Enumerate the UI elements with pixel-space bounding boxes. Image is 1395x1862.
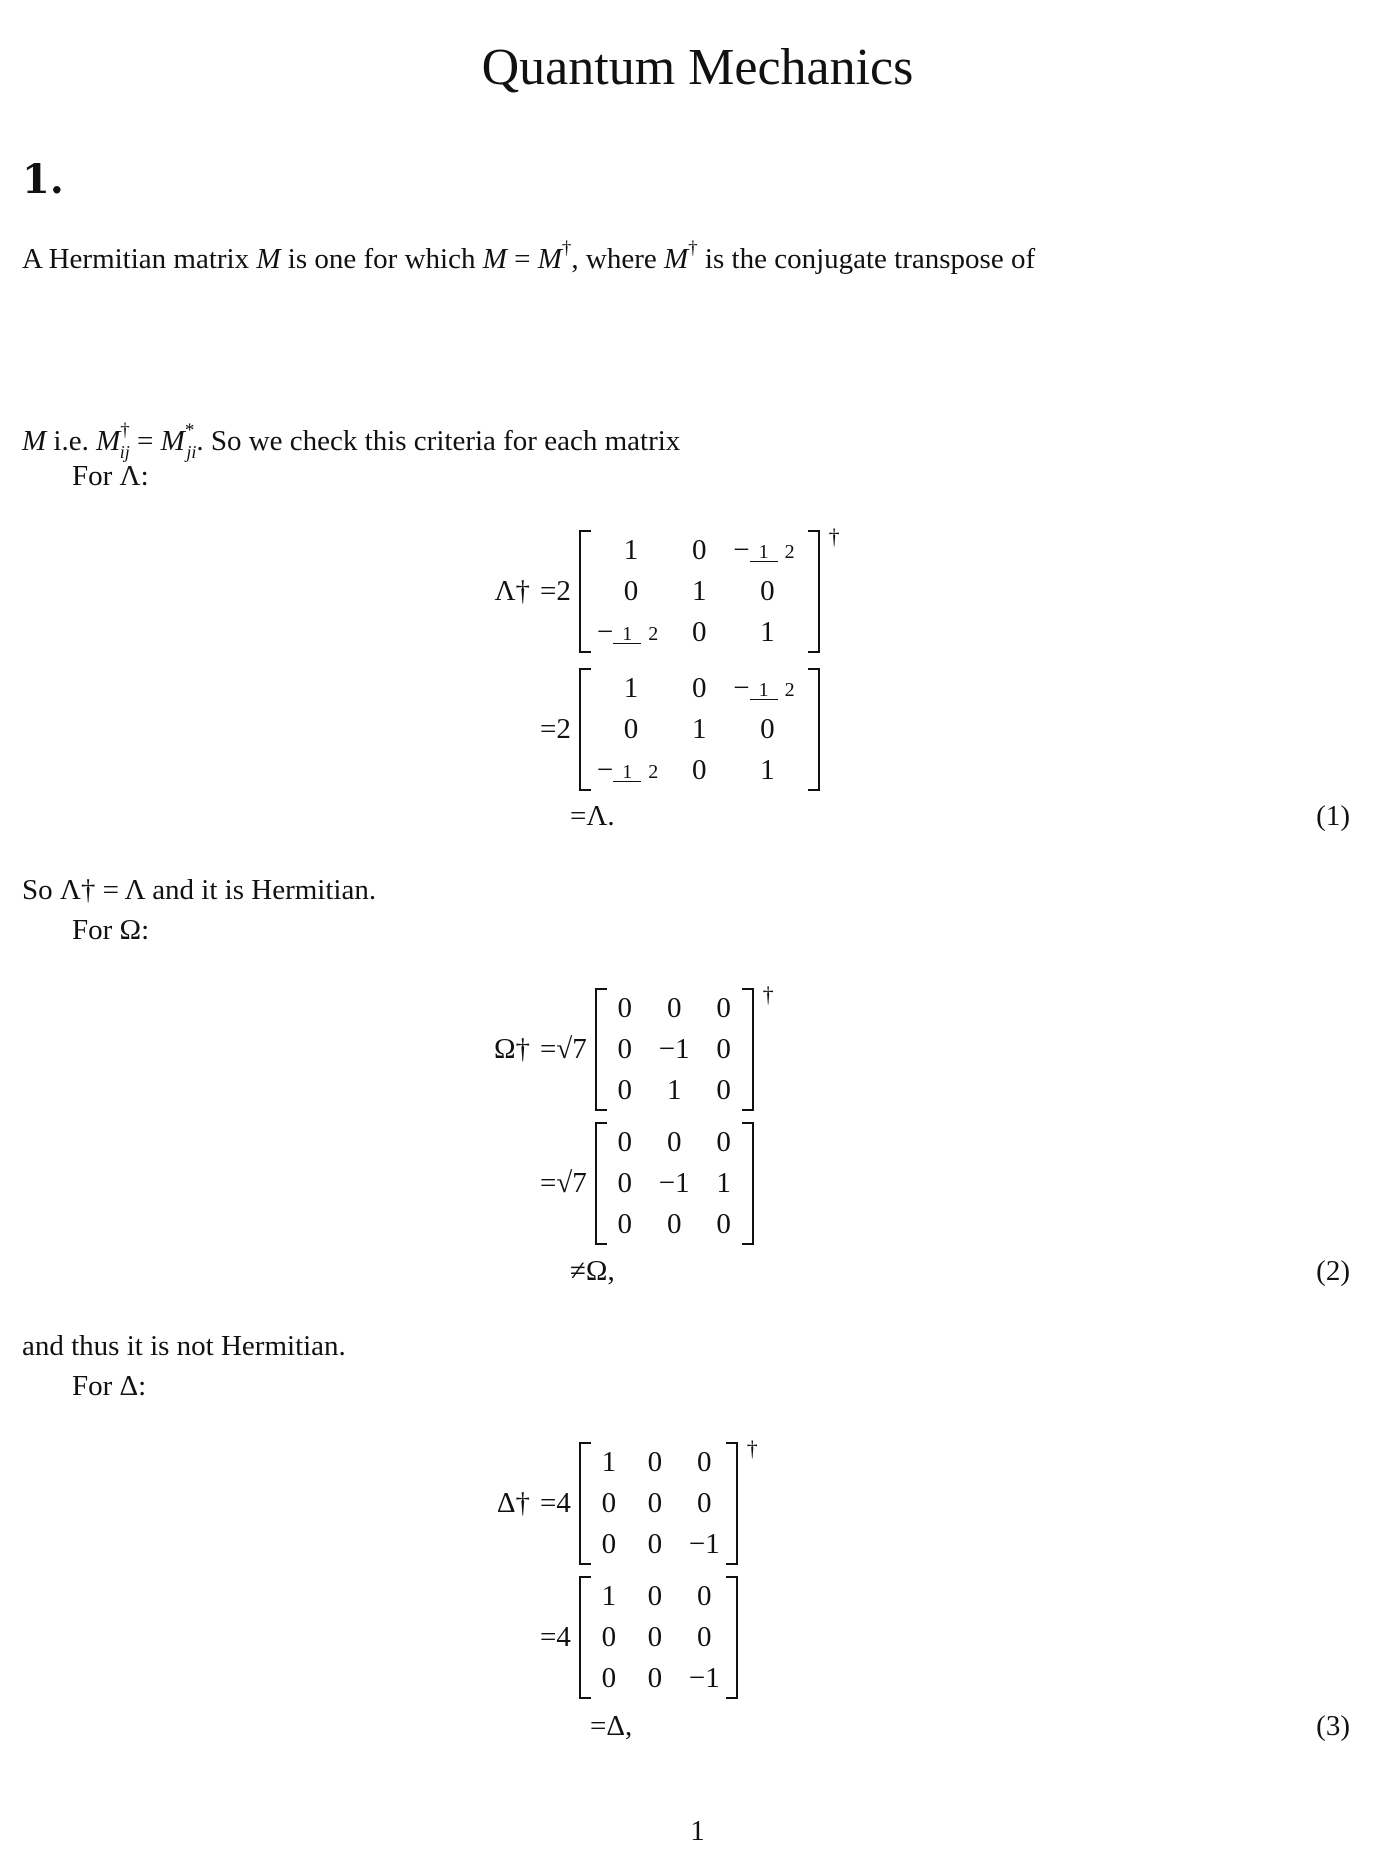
matrix-cell: − 1 2 <box>596 616 659 648</box>
matrix-cell: 0 <box>617 992 633 1024</box>
matrix-cell: 0 <box>666 1208 682 1240</box>
matrix-cell: 0 <box>617 1126 633 1158</box>
matrix-cell: 0 <box>647 1580 663 1612</box>
dagger-superscript: † <box>762 982 774 1007</box>
matrix-cell: 1 <box>716 1167 731 1199</box>
omega-conclusion: and thus it is not Hermitian. <box>22 1330 346 1362</box>
matrix-cell: 0 <box>601 1528 617 1560</box>
section-heading: 1. <box>22 156 64 203</box>
matrix-cell: 0 <box>691 672 707 704</box>
eq1-lhs: Λ† <box>494 575 530 607</box>
intro-line-1 <box>22 238 1035 276</box>
matrix-cell: 0 <box>691 616 707 648</box>
intro-line-2-rendered: M i.e. $M^\dagger_{ij} = M^*_{ji}$. So we check this criteria for each matrix <box>22 420 681 462</box>
eq1-matrix-b <box>579 668 820 791</box>
eq1-prefix-1: =2 <box>540 575 571 607</box>
lambda-conclusion: So Λ† = Λ and it is Hermitian. <box>22 874 377 906</box>
eq2-prefix-1: =√7 <box>540 1033 587 1065</box>
matrix-cell: 1 <box>760 616 775 648</box>
matrix-cell: − 1 2 <box>733 534 795 566</box>
page-title: Quantum Mechanics <box>481 39 914 96</box>
matrix-cell: −1 <box>658 1033 690 1065</box>
eq2-row1 <box>430 982 774 1111</box>
eq1-result: =Λ. <box>570 800 615 832</box>
matrix-cell: 0 <box>647 1621 663 1653</box>
matrix-cell: 0 <box>617 1167 633 1199</box>
matrix-cell: 0 <box>601 1662 617 1694</box>
matrix-cell: − 1 2 <box>596 754 659 786</box>
eq2-prefix-2: =√7 <box>540 1167 587 1199</box>
matrix-cell: 0 <box>647 1528 663 1560</box>
matrix-cell: 0 <box>716 992 731 1024</box>
eq1-matrix-a-cells <box>591 530 808 653</box>
for-delta-label: For Δ: <box>72 1370 147 1402</box>
eq3-prefix-1: =4 <box>540 1487 571 1519</box>
matrix-cell: 0 <box>716 1208 731 1240</box>
matrix-cell: 0 <box>623 713 639 745</box>
eq3-number: (3) <box>1316 1710 1350 1742</box>
matrix-cell: 0 <box>697 1621 712 1653</box>
matrix-cell: 0 <box>716 1033 731 1065</box>
dagger-superscript: † <box>746 1436 758 1461</box>
matrix-cell: 0 <box>601 1487 617 1519</box>
eq2-matrix-a <box>595 982 774 1111</box>
matrix-cell: 0 <box>691 534 707 566</box>
matrix-cell: 1 <box>691 575 707 607</box>
eq2-result: ≠Ω, <box>570 1255 615 1287</box>
eq1-number: (1) <box>1316 800 1350 832</box>
matrix-cell: 1 <box>623 534 639 566</box>
matrix-cell: 0 <box>666 992 682 1024</box>
intro-line-1-rendered: A Hermitian matrix M is one for which M = M†, where M† is the conjugate transpose of <box>22 238 1036 275</box>
matrix-cell: 1 <box>601 1446 617 1478</box>
eq3-lhs: Δ† <box>496 1487 530 1519</box>
matrix-cell: 0 <box>617 1208 633 1240</box>
matrix-cell: 0 <box>697 1487 712 1519</box>
matrix-cell: 0 <box>760 575 775 607</box>
intro-line-2 <box>22 420 680 463</box>
eq1-matrix-a <box>579 524 840 653</box>
dagger-superscript: † <box>828 524 840 549</box>
eq2-lhs: Ω† <box>493 1033 530 1065</box>
matrix-cell: 0 <box>617 1033 633 1065</box>
matrix-cell: 0 <box>617 1074 633 1106</box>
matrix-cell: −1 <box>658 1167 690 1199</box>
for-omega-label: For Ω: <box>72 914 150 946</box>
matrix-cell: 0 <box>760 713 775 745</box>
matrix-cell: 1 <box>666 1074 682 1106</box>
matrix-cell: 0 <box>716 1126 731 1158</box>
eq2-number: (2) <box>1316 1255 1350 1287</box>
matrix-cell: 1 <box>760 754 775 786</box>
matrix-cell: 0 <box>666 1126 682 1158</box>
for-lambda-label: For Λ: <box>72 460 149 492</box>
eq3-matrix-b <box>579 1576 738 1699</box>
eq1-row2 <box>430 668 820 791</box>
matrix-cell: 0 <box>697 1580 712 1612</box>
eq1-row1 <box>430 524 840 653</box>
page-number: 1 <box>690 1815 705 1847</box>
matrix-cell: 0 <box>647 1446 663 1478</box>
matrix-cell: 0 <box>601 1621 617 1653</box>
matrix-cell: 1 <box>691 713 707 745</box>
matrix-cell: 0 <box>647 1662 663 1694</box>
matrix-cell: − 1 2 <box>733 672 795 704</box>
matrix-cell: −1 <box>688 1662 720 1694</box>
matrix-cell: −1 <box>688 1528 720 1560</box>
eq3-prefix-2: =4 <box>540 1621 571 1653</box>
matrix-cell: 0 <box>716 1074 731 1106</box>
matrix-cell: 1 <box>601 1580 617 1612</box>
eq2-matrix-b <box>595 1122 754 1245</box>
eq2-row2 <box>430 1122 754 1245</box>
matrix-cell: 0 <box>647 1487 663 1519</box>
matrix-cell: 0 <box>697 1446 712 1478</box>
eq3-row1 <box>430 1436 758 1565</box>
matrix-cell: 0 <box>691 754 707 786</box>
eq3-result: =Δ, <box>590 1710 633 1742</box>
eq1-prefix-2: =2 <box>540 713 571 745</box>
matrix-cell: 1 <box>623 672 639 704</box>
eq3-row2 <box>430 1576 738 1699</box>
eq3-matrix-a <box>579 1436 758 1565</box>
matrix-cell: 0 <box>623 575 639 607</box>
